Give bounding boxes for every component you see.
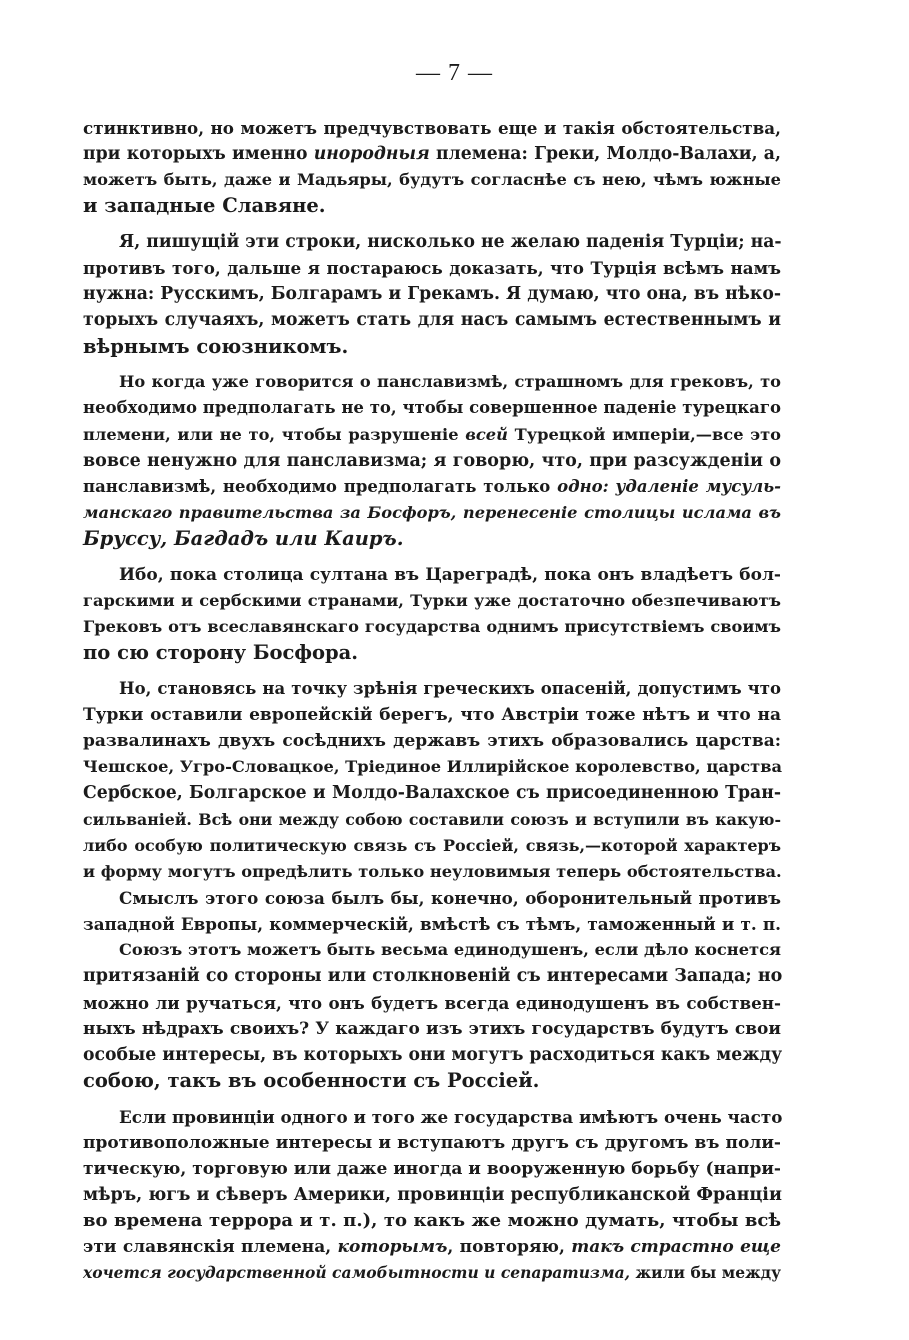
text-line bbox=[83, 990, 781, 1016]
italic-text-run: Бруссу, Багдадъ или Каиръ. bbox=[83, 527, 404, 551]
text-run: и западные Славяне. bbox=[83, 194, 326, 218]
text-run: Ибо, пока столица султана въ Цареградѣ, пока онъ владѣетъ бол- bbox=[119, 564, 781, 585]
text-run: гарскими и сербскими странами, Турки уже достаточно обезпечиваютъ bbox=[83, 590, 781, 610]
text-run: можно ли ручаться, что онъ будетъ всегда единодушенъ въ собствен- bbox=[83, 992, 781, 1013]
text-line bbox=[83, 911, 781, 937]
text-run: племена: Греки, Молдо-Валахи, а, bbox=[429, 144, 781, 165]
italic-text-run: хочется государственной самобытности и сепаратизма, bbox=[83, 1263, 631, 1283]
text-run: ныхъ нѣдрахъ своихъ? У каждаго изъ этихъ государствъ будутъ свои bbox=[83, 1018, 781, 1039]
text-line bbox=[83, 500, 781, 526]
text-run: Но когда уже говорится о панславизмѣ, страшномъ для грековъ, то bbox=[119, 372, 781, 392]
text-run: тическую, торговую или даже иногда и вооруженную борьбу (напри- bbox=[83, 1158, 781, 1179]
text-run: во времена террора и т. п.), то какъ же можно думать, чтобы всѣ bbox=[83, 1210, 781, 1232]
text-run: мѣръ, югъ и сѣверъ Америки, провинціи республиканской Франціи bbox=[83, 1184, 782, 1205]
text-run: племени, или не то, чтобы разрушеніе bbox=[83, 424, 466, 444]
italic-text-run: которымъ bbox=[337, 1237, 448, 1258]
text-line bbox=[83, 229, 781, 255]
text-run: и форму могутъ опредѣлить только неуловимыя теперь обстоятельства. bbox=[83, 861, 782, 881]
text-run: вовсе ненужно для панславизма; я говорю, что, при разсужденіи о bbox=[83, 450, 781, 471]
text-line bbox=[83, 702, 781, 728]
text-run: панславизмѣ, необходимо предполагать только bbox=[83, 476, 558, 496]
text-line bbox=[83, 1156, 781, 1182]
text-line bbox=[83, 754, 781, 780]
text-line bbox=[83, 474, 781, 500]
text-line bbox=[83, 167, 781, 193]
page-body-text bbox=[83, 115, 781, 1287]
text-run: противоположные интересы и вступаютъ другъ съ другомъ въ поли- bbox=[83, 1132, 781, 1153]
text-run: по сю сторону Босфора. bbox=[83, 641, 359, 665]
text-line bbox=[83, 193, 781, 219]
text-run: вѣрнымъ союзникомъ. bbox=[83, 334, 349, 358]
italic-text-run: одно: удаленіе мусуль- bbox=[557, 476, 781, 496]
text-run: можетъ быть, даже и Мадьяры, будутъ согласнѣе съ нею, чѣмъ южные bbox=[83, 170, 781, 190]
text-line bbox=[83, 614, 781, 640]
text-run: особые интересы, въ которыхъ они могутъ расходиться какъ между bbox=[83, 1044, 783, 1065]
text-run: , повторяю, bbox=[447, 1237, 572, 1258]
text-run: либо особую политическую связь съ Россіей, связь,—которой характеръ bbox=[83, 835, 781, 855]
text-run: торыхъ случаяхъ, можетъ стать для насъ самымъ естественнымъ и bbox=[83, 310, 781, 331]
text-run: сильваніей. Всѣ они между собою составили союзъ и вступили въ какую- bbox=[83, 809, 781, 829]
page-number: — 7 — bbox=[416, 60, 493, 86]
text-run: Турки оставили европейскій берегъ, что Австріи тоже нѣтъ и что на bbox=[83, 704, 781, 725]
text-line bbox=[83, 1104, 781, 1130]
text-run: западной Европы, коммерческій, вмѣстѣ съ тѣмъ, таможенный и т. п. bbox=[83, 914, 781, 935]
text-line bbox=[83, 115, 781, 141]
text-line bbox=[83, 1016, 781, 1042]
text-run: Я, пишущій эти строки, нисколько не желаю паденія Турціи; на- bbox=[119, 232, 782, 253]
text-run: необходимо предполагать не то, чтобы совершенное паденіе турецкаго bbox=[83, 398, 781, 418]
text-run: при которыхъ именно bbox=[83, 144, 314, 165]
text-line bbox=[83, 676, 781, 702]
text-line bbox=[83, 448, 781, 474]
italic-text-run: манскаго правительства за Босфоръ, перенесеніе столицы ислама въ bbox=[83, 502, 781, 522]
text-run: собою, такъ въ особенности съ Россіей. bbox=[83, 1068, 540, 1092]
text-line bbox=[83, 1042, 781, 1068]
italic-text-run: всей bbox=[465, 424, 508, 444]
text-line bbox=[83, 963, 781, 989]
text-run: Турецкой имперіи,—все это bbox=[507, 424, 781, 444]
text-line bbox=[83, 1130, 781, 1156]
text-line bbox=[83, 562, 781, 588]
text-line bbox=[83, 281, 781, 307]
text-line bbox=[83, 141, 781, 167]
text-run: эти славянскія племена, bbox=[83, 1237, 338, 1258]
text-line bbox=[83, 1182, 781, 1208]
text-line bbox=[83, 255, 781, 281]
text-run: Чешское, Угро-Словацкое, Тріединое Иллирійское королевство, царства bbox=[83, 757, 783, 777]
text-line bbox=[83, 807, 781, 833]
text-line bbox=[83, 422, 781, 448]
text-run: притязаній со стороны или столкновеній съ интересами Запада; но bbox=[83, 966, 783, 987]
text-line bbox=[83, 334, 781, 360]
text-line bbox=[83, 307, 781, 333]
text-line bbox=[83, 937, 781, 963]
text-run: нужна: Русскимъ, Болгарамъ и Грекамъ. Я думаю, что она, въ нѣко- bbox=[83, 284, 781, 305]
text-line bbox=[83, 588, 781, 614]
text-line bbox=[83, 1208, 781, 1234]
text-line bbox=[83, 1068, 781, 1094]
text-line bbox=[83, 780, 781, 806]
text-run: стинктивно, но можетъ предчувствовать еще и такія обстоятельства, bbox=[83, 118, 781, 138]
text-run: Если провинціи одного и того же государства имѣютъ очень часто bbox=[119, 1106, 783, 1127]
text-line bbox=[83, 833, 781, 859]
text-run: противъ того, дальше я постараюсь доказать, что Турція всѣмъ намъ bbox=[83, 258, 781, 279]
text-line bbox=[83, 526, 781, 552]
text-line bbox=[83, 640, 781, 666]
text-run: развалинахъ двухъ сосѣднихъ державъ этихъ образовались царства: bbox=[83, 731, 781, 752]
text-line bbox=[83, 859, 781, 885]
text-run: Но, становясь на точку зрѣнія греческихъ опасеній, допустимъ что bbox=[119, 678, 781, 698]
text-line bbox=[83, 369, 781, 395]
text-line bbox=[83, 885, 781, 911]
text-run: Грековъ отъ всеславянскаго государства однимъ присутствіемъ своимъ bbox=[83, 617, 781, 637]
text-run: Союзъ этотъ можетъ быть весьма единодушенъ, если дѣло коснется bbox=[119, 940, 781, 960]
text-line bbox=[83, 728, 781, 754]
text-line bbox=[83, 1260, 781, 1286]
text-run: Сербское, Болгарское и Молдо-Валахское съ присоединенною Тран- bbox=[83, 783, 781, 804]
italic-text-run: инородныя bbox=[313, 144, 430, 165]
text-run: жили бы между bbox=[630, 1263, 781, 1283]
text-line bbox=[83, 395, 781, 421]
text-line bbox=[83, 1234, 781, 1260]
text-run: Смыслъ этого союза былъ бы, конечно, оборонительный противъ bbox=[119, 887, 781, 908]
italic-text-run: такъ страстно еще bbox=[571, 1237, 781, 1258]
